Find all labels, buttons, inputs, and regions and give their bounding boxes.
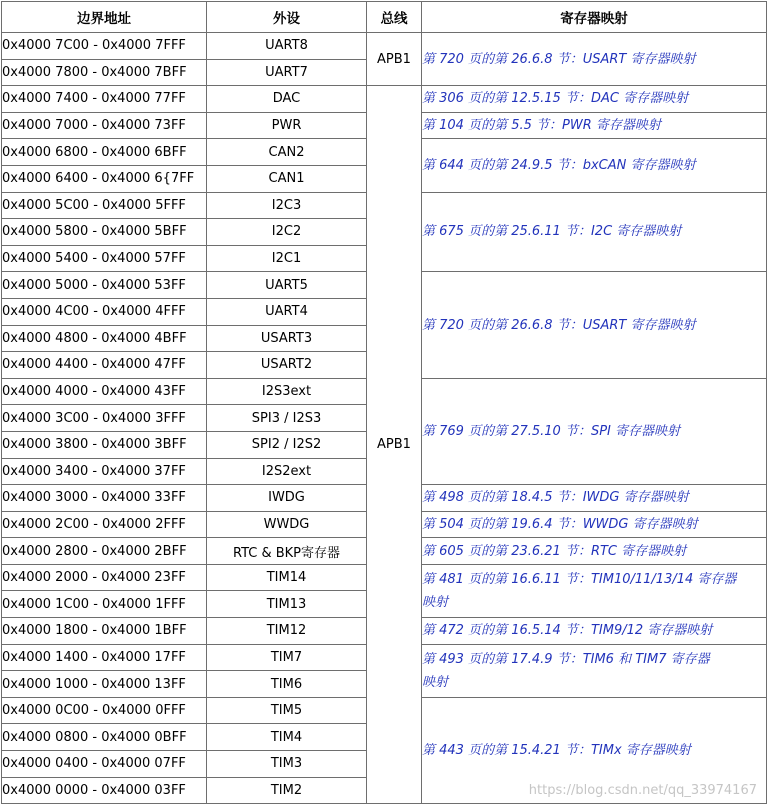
peripheral-cell: TIM14 — [207, 564, 367, 591]
address-range-cell: 0x4000 1800 - 0x4000 1BFF — [2, 618, 207, 645]
address-range-cell: 0x4000 3000 - 0x4000 33FF — [2, 485, 207, 512]
peripheral-cell: RTC & BKP寄存器 — [207, 538, 367, 565]
peripheral-cell: I2C2 — [207, 219, 367, 246]
bus-cell: APB1 — [367, 86, 422, 804]
address-range-cell: 0x4000 6400 - 0x4000 6{7FF — [2, 165, 207, 192]
register-map-link-text[interactable]: 第 605 页的第 23.6.21 节：RTC 寄存器映射 — [422, 543, 687, 559]
register-map-link-text[interactable]: 第 443 页的第 15.4.21 节：TIMx 寄存器映射 — [422, 743, 691, 759]
address-range-cell: 0x4000 1400 - 0x4000 17FF — [2, 644, 207, 671]
address-range-cell: 0x4000 2000 - 0x4000 23FF — [2, 564, 207, 591]
register-map-link-text[interactable]: 第 769 页的第 27.5.10 节：SPI 寄存器映射 — [422, 423, 681, 439]
address-range-cell: 0x4000 7800 - 0x4000 7BFF — [2, 59, 207, 86]
register-map-reference[interactable] — [422, 564, 767, 617]
register-map-link-text[interactable]: 第 720 页的第 26.6.8 节：USART 寄存器映射 — [422, 51, 696, 67]
peripheral-cell: WWDG — [207, 511, 367, 538]
peripheral-cell: UART7 — [207, 59, 367, 86]
peripheral-cell: USART2 — [207, 352, 367, 379]
address-range-cell: 0x4000 7C00 - 0x4000 7FFF — [2, 33, 207, 60]
address-range-cell: 0x4000 4C00 - 0x4000 4FFF — [2, 298, 207, 325]
peripheral-cell: TIM13 — [207, 591, 367, 618]
register-map-link-text[interactable]: 第 675 页的第 25.6.11 节：I2C 寄存器映射 — [422, 224, 682, 240]
address-range-cell: 0x4000 2800 - 0x4000 2BFF — [2, 538, 207, 565]
register-map-reference[interactable] — [422, 618, 767, 645]
peripheral-cell: TIM7 — [207, 644, 367, 671]
address-range-cell: 0x4000 2C00 - 0x4000 2FFF — [2, 511, 207, 538]
register-map-reference[interactable] — [422, 644, 767, 697]
address-range-cell: 0x4000 5400 - 0x4000 57FF — [2, 245, 207, 272]
peripheral-cell: CAN1 — [207, 165, 367, 192]
peripheral-cell: IWDG — [207, 485, 367, 512]
register-map-link-text[interactable]: 第 498 页的第 18.4.5 节：IWDG 寄存器映射 — [422, 490, 689, 506]
address-range-cell: 0x4000 4800 - 0x4000 4BFF — [2, 325, 207, 352]
address-range-cell: 0x4000 5C00 - 0x4000 5FFF — [2, 192, 207, 219]
peripheral-cell: UART5 — [207, 272, 367, 299]
register-map-reference[interactable] — [422, 378, 767, 484]
watermark: https://blog.csdn.net/qq_33974167 — [528, 783, 757, 798]
register-map-link-text[interactable]: 第 472 页的第 16.5.14 节：TIM9/12 寄存器映射 — [422, 623, 713, 639]
register-map-reference[interactable] — [422, 86, 767, 113]
table-row — [2, 86, 767, 113]
register-map-reference[interactable] — [422, 33, 767, 86]
address-range-cell: 0x4000 0000 - 0x4000 03FF — [2, 777, 207, 804]
bus-cell: APB1 — [367, 33, 422, 86]
address-range-cell: 0x4000 5000 - 0x4000 53FF — [2, 272, 207, 299]
register-map-reference[interactable] — [422, 697, 767, 803]
peripheral-cell: TIM2 — [207, 777, 367, 804]
address-range-cell: 0x4000 0C00 - 0x4000 0FFF — [2, 697, 207, 724]
register-map-link-text[interactable]: 第 504 页的第 19.6.4 节：WWDG 寄存器映射 — [422, 516, 698, 532]
table-header-row — [2, 2, 767, 33]
memory-map-table — [1, 1, 767, 804]
header-boundary-address: 边界地址 — [2, 2, 207, 33]
register-map-link-text[interactable]: 映射 — [422, 674, 449, 690]
peripheral-cell: SPI3 / I2S3 — [207, 405, 367, 432]
address-range-cell: 0x4000 6800 - 0x4000 6BFF — [2, 139, 207, 166]
peripheral-cell: CAN2 — [207, 139, 367, 166]
header-bus: 总线 — [367, 2, 422, 33]
peripheral-cell: PWR — [207, 112, 367, 139]
address-range-cell: 0x4000 3C00 - 0x4000 3FFF — [2, 405, 207, 432]
register-map-reference[interactable] — [422, 538, 767, 565]
table-body — [2, 33, 767, 804]
register-map-reference[interactable] — [422, 112, 767, 139]
peripheral-cell: TIM12 — [207, 618, 367, 645]
peripheral-cell: TIM4 — [207, 724, 367, 751]
address-range-cell: 0x4000 4000 - 0x4000 43FF — [2, 378, 207, 405]
register-map-reference[interactable] — [422, 272, 767, 378]
peripheral-cell: UART4 — [207, 298, 367, 325]
peripheral-cell: UART8 — [207, 33, 367, 60]
address-range-cell: 0x4000 1000 - 0x4000 13FF — [2, 671, 207, 698]
header-register-map: 寄存器映射 — [422, 2, 767, 33]
peripheral-cell: I2C1 — [207, 245, 367, 272]
address-range-cell: 0x4000 1C00 - 0x4000 1FFF — [2, 591, 207, 618]
peripheral-cell: I2S3ext — [207, 378, 367, 405]
table-row — [2, 33, 767, 60]
peripheral-cell: TIM3 — [207, 751, 367, 778]
address-range-cell: 0x4000 0400 - 0x4000 07FF — [2, 751, 207, 778]
address-range-cell: 0x4000 7400 - 0x4000 77FF — [2, 86, 207, 113]
register-map-link-text[interactable]: 第 493 页的第 17.4.9 节：TIM6 和 TIM7 寄存器 — [422, 651, 710, 667]
address-range-cell: 0x4000 0800 - 0x4000 0BFF — [2, 724, 207, 751]
register-map-reference[interactable] — [422, 139, 767, 192]
header-peripheral: 外设 — [207, 2, 367, 33]
address-range-cell: 0x4000 5800 - 0x4000 5BFF — [2, 219, 207, 246]
peripheral-cell: TIM5 — [207, 697, 367, 724]
register-map-reference[interactable] — [422, 485, 767, 512]
register-map-link-text[interactable]: 第 481 页的第 16.6.11 节：TIM10/11/13/14 寄存器 — [422, 571, 737, 587]
register-map-link-text[interactable]: 第 306 页的第 12.5.15 节：DAC 寄存器映射 — [422, 91, 689, 107]
address-range-cell: 0x4000 3400 - 0x4000 37FF — [2, 458, 207, 485]
register-map-link-text[interactable]: 第 104 页的第 5.5 节：PWR 寄存器映射 — [422, 118, 661, 134]
address-range-cell: 0x4000 3800 - 0x4000 3BFF — [2, 431, 207, 458]
peripheral-cell: SPI2 / I2S2 — [207, 431, 367, 458]
peripheral-cell: I2C3 — [207, 192, 367, 219]
register-map-reference[interactable] — [422, 511, 767, 538]
register-map-link-text[interactable]: 映射 — [422, 594, 449, 610]
peripheral-cell: USART3 — [207, 325, 367, 352]
peripheral-cell: I2S2ext — [207, 458, 367, 485]
address-range-cell: 0x4000 7000 - 0x4000 73FF — [2, 112, 207, 139]
register-map-link-text[interactable]: 第 720 页的第 26.6.8 节：USART 寄存器映射 — [422, 317, 696, 333]
register-map-link-text[interactable]: 第 644 页的第 24.9.5 节：bxCAN 寄存器映射 — [422, 157, 696, 173]
address-range-cell: 0x4000 4400 - 0x4000 47FF — [2, 352, 207, 379]
register-map-reference[interactable] — [422, 192, 767, 272]
peripheral-cell: DAC — [207, 86, 367, 113]
peripheral-cell: TIM6 — [207, 671, 367, 698]
